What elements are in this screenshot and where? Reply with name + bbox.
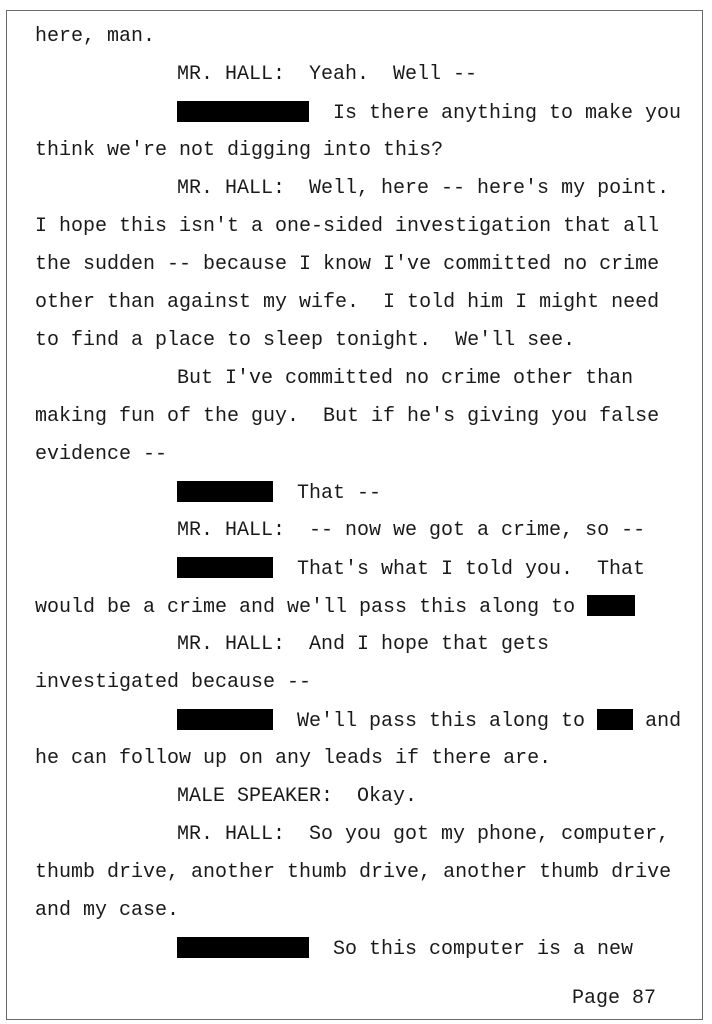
redaction-box bbox=[597, 709, 633, 730]
transcript-line: other than against my wife. I told him I might need bbox=[35, 291, 660, 314]
transcript-line: MR. HALL: -- now we got a crime, so -- bbox=[177, 519, 646, 542]
transcript-line: But I've committed no crime other than bbox=[177, 367, 634, 390]
transcript-line-with-redaction bbox=[35, 595, 635, 620]
transcript-line: evidence -- bbox=[35, 443, 168, 466]
redaction-box bbox=[587, 595, 635, 616]
transcript-line: thumb drive, another thumb drive, another thumb drive bbox=[35, 861, 672, 884]
transcript-line-redacted-speaker bbox=[177, 101, 681, 126]
transcript-line: MR. HALL: Well, here -- here's my point. bbox=[177, 177, 670, 200]
transcript-line: MR. HALL: So you got my phone, computer, bbox=[177, 823, 670, 846]
transcript-line: MR. HALL: And I hope that gets bbox=[177, 633, 550, 656]
transcript-line-redacted-speaker bbox=[177, 557, 645, 582]
redaction-box bbox=[177, 937, 309, 958]
transcript-text: Is there anything to make you bbox=[309, 102, 682, 125]
transcript-line: investigated because -- bbox=[35, 671, 312, 694]
transcript-line: I hope this isn't a one-sided investigation that all bbox=[35, 215, 660, 238]
transcript-line: MALE SPEAKER: Okay. bbox=[177, 785, 418, 808]
redaction-box bbox=[177, 709, 273, 730]
redaction-box bbox=[177, 101, 309, 122]
page-number: Page 87 bbox=[572, 987, 657, 1010]
transcript-line: and my case. bbox=[35, 899, 180, 922]
transcript-line: MR. HALL: Yeah. Well -- bbox=[177, 63, 478, 86]
transcript-text: That's what I told you. That bbox=[273, 558, 646, 581]
transcript-line-redacted-speaker bbox=[177, 481, 381, 506]
transcript-line-redacted-speaker bbox=[177, 709, 681, 734]
transcript-line: the sudden -- because I know I've committed no crime bbox=[35, 253, 660, 276]
transcript-line: here, man. bbox=[35, 25, 156, 48]
transcript-text: That -- bbox=[273, 482, 382, 505]
transcript-line: to find a place to sleep tonight. We'll see. bbox=[35, 329, 576, 352]
transcript-text: would be a crime and we'll pass this along to bbox=[35, 596, 576, 619]
transcript-line: making fun of the guy. But if he's giving you false bbox=[35, 405, 660, 428]
transcript-text: and bbox=[633, 710, 682, 733]
redaction-box bbox=[177, 481, 273, 502]
redaction-box bbox=[177, 557, 273, 578]
transcript-text: We'll pass this along to bbox=[273, 710, 586, 733]
transcript-line: he can follow up on any leads if there are. bbox=[35, 747, 552, 770]
transcript-text: So this computer is a new bbox=[309, 938, 634, 961]
transcript-line-redacted-speaker bbox=[177, 937, 633, 962]
transcript-line: think we're not digging into this? bbox=[35, 139, 444, 162]
transcript-page bbox=[6, 10, 703, 1020]
